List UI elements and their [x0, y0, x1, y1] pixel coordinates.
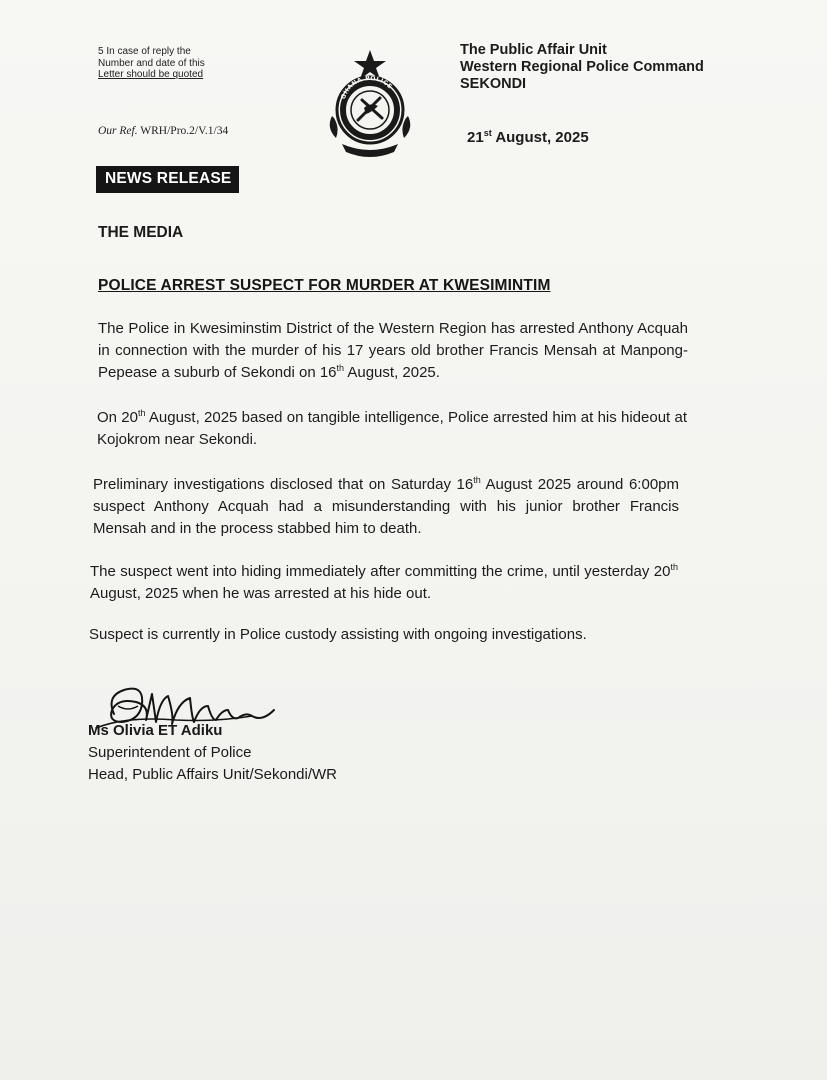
reference-label: Our Ref.: [98, 125, 138, 137]
paragraph-custody: Suspect is currently in Police custody assisting with ongoing investigations.: [89, 626, 587, 643]
paragraph-investigation: [93, 474, 679, 540]
paragraph-arrest-text: The Police in Kwesiminstim District of the Western Region has arrested Anthony Acquah in connection with the murder of his 17 years old brother Francis Mensah at Manpong-Pepease a suburb of Sekondi on 16: [98, 320, 688, 381]
date-rest: August, 2025: [491, 129, 589, 146]
paragraph-hiding-text: The suspect went into hiding immediately after committing the crime, until yesterday 20: [90, 563, 671, 580]
paragraph-investigation-details: August 2025 around 6:00pm suspect Anthony Acquah had a misunderstanding with his junior brother Francis Mensah and in the process stabbed him to death.: [93, 476, 679, 537]
office-command: Western Regional Police Command: [460, 59, 704, 75]
paragraph-arrest-date: August, 2025.: [344, 364, 440, 381]
ordinal-suffix: th: [137, 408, 146, 418]
ordinal-suffix: th: [670, 562, 678, 572]
ghana-police-crest-icon: [322, 48, 418, 160]
reply-note-line-2: Number and date of this: [98, 57, 205, 69]
paragraph-intelligence-date: On 20: [97, 409, 138, 426]
signatory-rank: Superintendent of Police: [88, 744, 252, 761]
office-city: SEKONDI: [460, 76, 527, 92]
crest-text: GHANA POLICE: [339, 74, 394, 101]
addressee: THE MEDIA: [98, 224, 184, 241]
date-day: 21: [467, 129, 484, 146]
paragraph-investigation-text: Preliminary investigations disclosed that on Saturday 16: [93, 476, 474, 493]
paragraph-arrest: [98, 318, 688, 384]
signatory-name: Ms Olivia ET Adiku: [88, 722, 223, 739]
reference-number: [98, 125, 228, 137]
office-unit: The Public Affair Unit: [460, 42, 607, 58]
paragraph-intelligence-text: August, 2025 based on tangible intelligence, Police arrested him at his hideout at Kojokrom near Sekondi.: [97, 409, 687, 448]
reply-note-line-1: 5 In case of reply the: [98, 46, 191, 57]
reply-note-line-3: Letter should be quoted: [98, 69, 204, 80]
date-suffix: st: [483, 128, 492, 138]
news-release-badge: NEWS RELEASE: [96, 166, 239, 193]
ordinal-suffix: th: [473, 475, 481, 485]
paragraph-intelligence: [97, 407, 687, 451]
paragraph-hiding-date: August, 2025 when he was arrested at his hide out.: [90, 585, 432, 602]
signatory-block: [88, 720, 337, 786]
headline: POLICE ARREST SUSPECT FOR MURDER AT KWESIMINTIM: [98, 277, 551, 294]
signatory-office: Head, Public Affairs Unit/Sekondi/WR: [88, 766, 338, 783]
ordinal-suffix: th: [336, 363, 345, 373]
issuing-office: [460, 42, 704, 93]
release-date: [467, 128, 589, 146]
paragraph-hiding: [90, 561, 678, 605]
reference-value: WRH/Pro.2/V.1/34: [140, 125, 229, 137]
reply-note: [98, 46, 258, 81]
